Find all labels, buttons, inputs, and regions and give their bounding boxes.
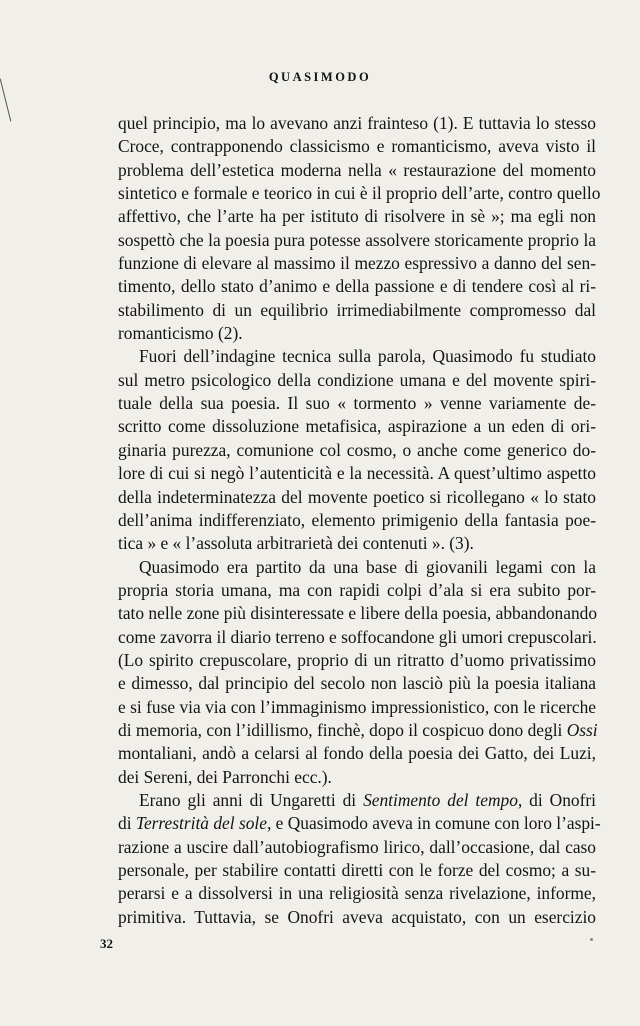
text-line: tuale della sua poesia. Il suo « tormento » venne variamente de- (118, 393, 596, 414)
text-line: razione a uscire dall’autobiografismo lirico, dall’occasione, dal caso (118, 836, 596, 857)
text-line: sul metro psicologico della condizione umana e del movente spiri- (118, 369, 596, 390)
text-line: della indeterminatezza del movente poetico si ricollegano « lo stato (118, 486, 596, 507)
text-line: e dimesso, dal principio del secolo non lasciò più la poesia italiana (118, 673, 596, 694)
text-line: come zavorra il diario terreno e soffocandone gli umori crepuscolari. (118, 626, 597, 647)
text-line: scritto come dissoluzione metafisica, aspirazione a un eden di ori- (118, 416, 596, 437)
text-line: montaliani, andò a celarsi al fondo della poesia dei Gatto, dei Luzi, (118, 743, 596, 764)
italic-title: Sentimento del tempo, (363, 789, 523, 810)
body-text (118, 112, 601, 929)
text-line: funzione di elevare al massimo il mezzo espressivo a danno del sen- (118, 253, 596, 274)
text-line: ginaria purezza, comunione col cosmo, o anche come generico do- (118, 439, 596, 460)
italic-title: Terrestrità del sole, (135, 813, 272, 834)
text-line: quel principio, ma lo avevano anzi frainteso (1). E tuttavia lo stesso (118, 113, 596, 133)
text-line: (Lo spirito crepuscolare, proprio di un ritratto d’uomo privatissimo (118, 649, 596, 670)
text-line: di Terrestrità del sole, e Quasimodo aveva in comune con loro l’aspi- (118, 813, 601, 834)
text-line: e si fuse via via con l’immaginismo impressionistico, con le ricerche (118, 696, 596, 717)
text-line: timento, dello stato d’animo e della passione e di tendere così al ri- (118, 276, 596, 297)
text-line: di memoria, con l’idillismo, finchè, dopo il cospicuo dono degli Ossi (118, 719, 598, 740)
text-line: dei Sereni, dei Parronchi ecc.). (118, 766, 332, 787)
text-line: tica » e « l’assoluta arbitrarietà dei contenuti ». (3). (118, 533, 474, 554)
text-line: dell’anima indifferenziato, elemento primigenio della fantasia poe- (118, 509, 596, 530)
text-line: lore di cui si negò l’autenticità e la necessità. A quest’ultimo aspetto (118, 463, 596, 484)
italic-title: Ossi (566, 719, 598, 740)
text-line: sintetico e formale e teorico in cui è il proprio dell’arte, contro quello (118, 183, 601, 204)
ink-speck (590, 938, 593, 941)
text-line: Croce, contrapponendo classicismo e romanticismo, aveva visto il (118, 136, 596, 157)
paragraph-start-line: Fuori dell’indagine tecnica sulla parola, Quasimodo fu studiato (139, 346, 596, 367)
text-line: personale, per stabilire contatti diretti con le forze del cosmo; a su- (118, 860, 596, 880)
running-header: QUASIMODO (268, 70, 372, 84)
text-line: affettivo, che l’arte ha per istituto di risolvere in sè »; ma egli non (118, 206, 596, 227)
text-line: perarsi e a dissolversi in una religiosità senza rivelazione, informe, (118, 883, 596, 904)
text-line: tato nelle zone più disinteressate e libere della poesia, abbandonando (118, 603, 598, 624)
page-number: 32 (100, 936, 113, 951)
paragraph-start-line: Quasimodo era partito da una base di giovanili legami con la (139, 556, 596, 577)
text-line: stabilimento di un equilibrio irrimediabilmente compromesso dal (118, 299, 596, 320)
text-line: romanticismo (2). (118, 323, 243, 344)
text-line: propria storia umana, ma con rapidi colpi d’ala si era subito por- (118, 579, 596, 600)
text-line: problema dell’estetica moderna nella « restaurazione del momento (118, 159, 596, 180)
text-line: primitiva. Tuttavia, se Onofri aveva acquistato, con un esercizio (118, 906, 596, 927)
text-line: sospettò che la poesia pura potesse assolvere storicamente proprio la (118, 229, 596, 250)
paragraph-start-line: Erano gli anni di Ungaretti di Sentimento del tempo, di Onofri (139, 789, 596, 810)
